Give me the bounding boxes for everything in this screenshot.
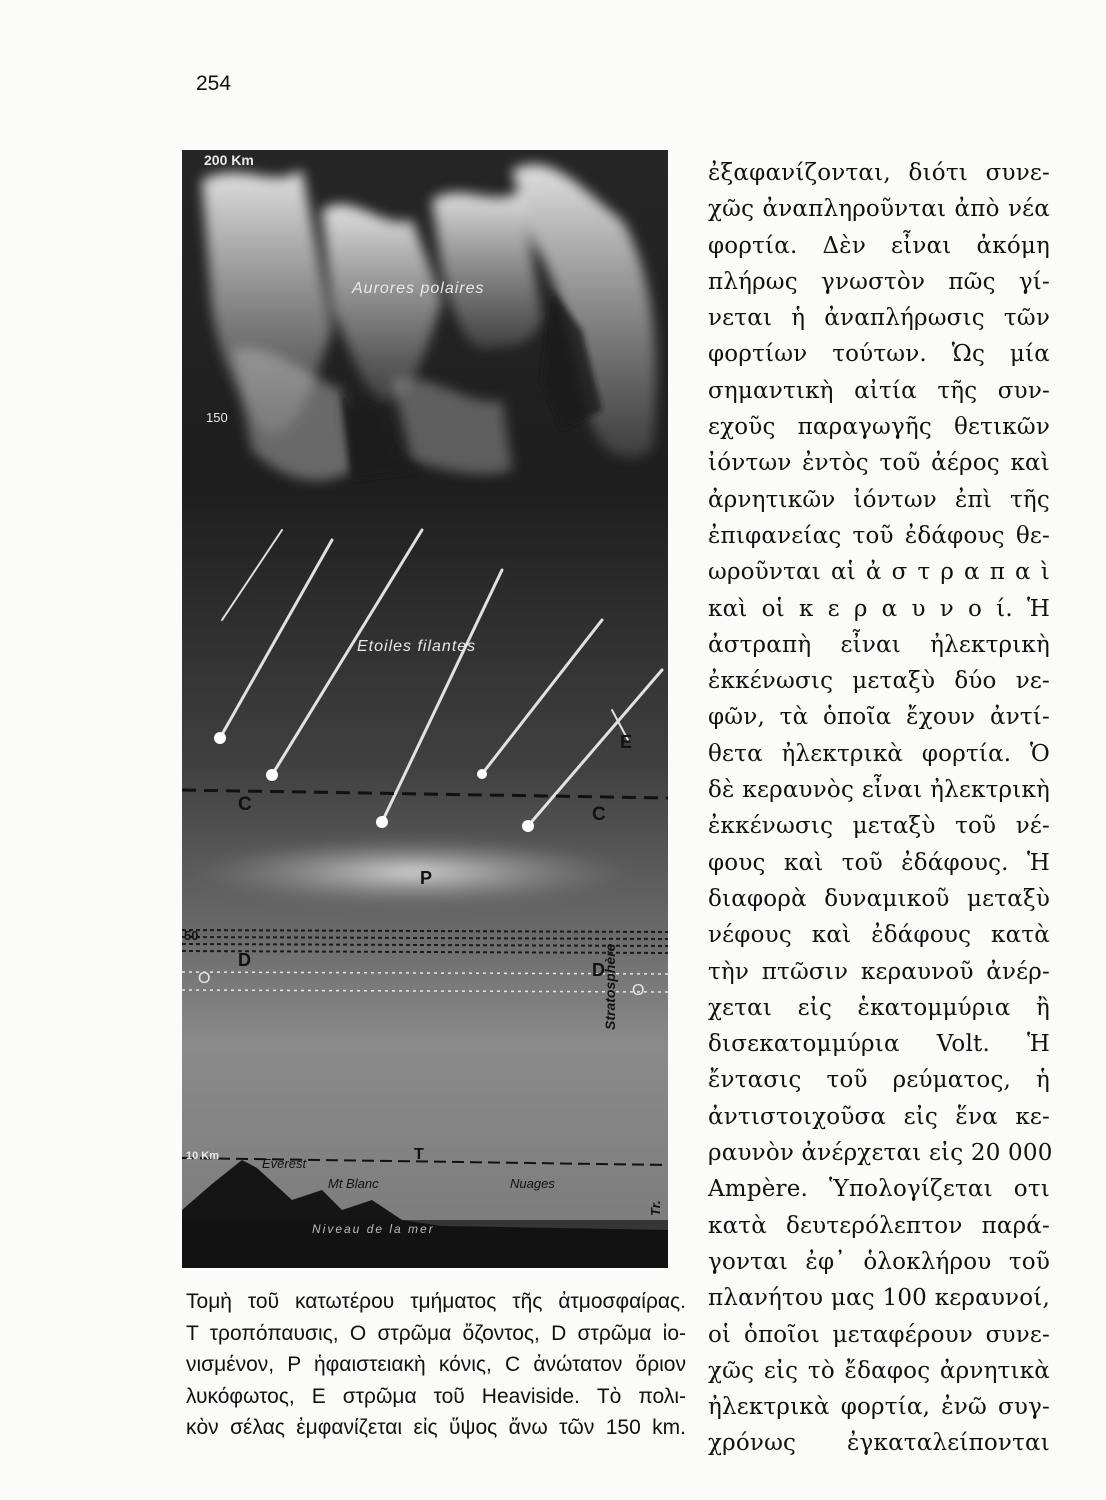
caption-line: Τομὴ τοῦ κατωτέρου τμήματος τῆς ἀτμοσφαίρας. <box>186 1290 686 1313</box>
body-text-line: ἰόντων ἐντὸς τοῦ ἀέρος καὶ <box>708 450 1050 477</box>
volcanic-dust-layer <box>192 838 632 906</box>
body-text-line: δισεκατομμύρια Volt. Ἡ <box>708 1031 1050 1058</box>
layer-o-left-label: O <box>198 970 211 987</box>
aurora-label: Aurores polaires <box>352 280 485 297</box>
caption-line: λυκόφωτος, Ε στρῶμα τοῦ Heaviside. Τὸ πολι- <box>186 1384 686 1408</box>
layer-c-right-label: C <box>592 804 606 825</box>
body-text-line: χῶς ἀναπληροῦνται ἀπὸ νέα <box>708 196 1050 223</box>
body-text-line: ἀρνητικῶν ἰόντων ἐπὶ τῆς <box>708 486 1050 513</box>
body-text-line: ἐπιφανείας τοῦ ἐδάφους θε- <box>708 522 1050 549</box>
body-text-line: χῶς εἰς τὸ ἔδαφος ἀρνητικὰ <box>708 1357 1050 1384</box>
body-text-column <box>708 155 1053 1462</box>
body-text-line: φορτίων τούτων. Ὡς μία <box>708 341 1050 368</box>
body-text-line: πλανήτου μας 100 κεραυνοί, <box>708 1285 1050 1312</box>
layer-o-right-label: O <box>632 982 645 999</box>
troposphere-label: Tr. <box>648 1200 663 1216</box>
body-text-line: γονται ἐφ᾽ ὁλοκλήρου τοῦ <box>708 1248 1050 1275</box>
body-text-line: Ampère. Ὑπολογίζεται οτι <box>708 1176 1050 1203</box>
body-text-line: ἠλεκτρικὰ φορτία, ἐνῶ συγ- <box>708 1394 1050 1421</box>
body-text-line: τὴν πτῶσιν κεραυνοῦ ἀνέρ- <box>708 958 1050 985</box>
body-text-line: νέφους καὶ ἐδάφους κατὰ <box>708 922 1050 949</box>
body-text-line: δὲ κεραυνὸς εἶναι ἠλεκτρικὴ <box>708 777 1050 804</box>
altitude-200km-label: 200 Km <box>204 152 254 168</box>
stratosphere-label: Stratosphère <box>602 943 618 1030</box>
body-text-line: ἐκκένωσις μεταξὺ δύο νε- <box>708 668 1050 695</box>
body-text-line: σημαντικὴ αἰτία τῆς συν- <box>708 377 1050 404</box>
layer-d-right-label: D <box>592 960 605 980</box>
caption-line: κὸν σέλας ἐμφανίζεται εἰς ὕψος ἄνω τῶν 150 km. <box>186 1416 686 1439</box>
altitude-50km-label: 50 <box>184 928 199 943</box>
layer-d-left-label: D <box>238 950 251 970</box>
body-text-line: ἀστραπὴ εἶναι ἠλεκτρικὴ <box>708 631 1050 658</box>
body-text-line: ωροῦνται αἱ ἀ σ τ ρ α π α ὶ <box>708 559 1050 586</box>
body-text-line: ἐκκένωσις μεταξὺ τοῦ νέ- <box>708 813 1050 840</box>
body-text-line: εχοῦς παραγωγῆς θετικῶν <box>708 414 1050 441</box>
body-text-line: φους καὶ τοῦ ἐδάφους. Ἡ <box>708 849 1050 876</box>
body-text-line: θετα ἠλεκτρικὰ φορτία. Ὁ <box>708 740 1050 767</box>
body-text-line: οἱ ὁποῖοι μεταφέρουν συνε- <box>708 1321 1050 1348</box>
body-text-line: χρόνως ἐγκαταλείπονται <box>708 1430 1050 1457</box>
everest-label: Everest <box>262 1156 307 1171</box>
page-number: 254 <box>196 72 232 95</box>
meteors-label: Etoiles filantes <box>357 638 477 655</box>
body-text-line: διαφορὰ δυναμικοῦ μεταξὺ <box>708 885 1050 912</box>
body-text-line: ἔντασις τοῦ ρεύματος, ἡ <box>708 1067 1050 1094</box>
caption-line: Τ τροπόπαυσις, Ο στρῶμα ὄζοντος, D στρῶμα ἰο- <box>186 1321 686 1345</box>
tropopause-t-label: T <box>414 1146 424 1163</box>
body-text-line: ραυνὸν ἀνέρχεται εἰς 20 000 <box>708 1140 1053 1167</box>
body-text-line: ἀντιστοιχοῦσα εἰς ἕνα κε- <box>708 1103 1050 1130</box>
sea-level-label: Niveau de la mer <box>312 1222 435 1236</box>
body-text-line: ἐξαφανίζονται, διότι συνε- <box>708 160 1050 186</box>
body-text-line: κατὰ δευτερόλεπτον παρά- <box>708 1212 1050 1239</box>
body-text-line: φορτία. Δὲν εἶναι ἀκόμη <box>708 232 1050 259</box>
atmosphere-illustration <box>182 150 668 1268</box>
figure-caption <box>186 1286 686 1444</box>
body-text-line: καὶ οἱ κ ε ρ α υ ν ο ί. Ἡ <box>708 595 1050 622</box>
altitude-150km-label: 150 <box>206 410 228 425</box>
atmosphere-figure <box>182 150 668 1268</box>
layer-p-label: P <box>420 868 433 888</box>
body-text-line: χεται εἰς ἑκατομμύρια ἢ <box>708 994 1050 1021</box>
body-text-line: φῶν, τὰ ὁποῖα ἔχουν ἀντί- <box>708 704 1050 731</box>
altitude-10km-label: 10 Km <box>186 1150 220 1162</box>
layer-c-left-label: C <box>238 794 252 815</box>
body-text-line: πλήρως γνωστὸν πῶς γί- <box>708 268 1050 295</box>
caption-line: νισμένον, Ρ ἡφαιστειακὴ κόνις, C ἀνώτατον ὅριον <box>186 1353 686 1376</box>
layer-e-label: E <box>620 732 633 752</box>
clouds-label: Nuages <box>510 1176 555 1191</box>
body-text-line: νεται ἡ ἀναπλήρωσις τῶν <box>708 305 1050 332</box>
mont-blanc-label: Mt Blanc <box>328 1176 379 1191</box>
